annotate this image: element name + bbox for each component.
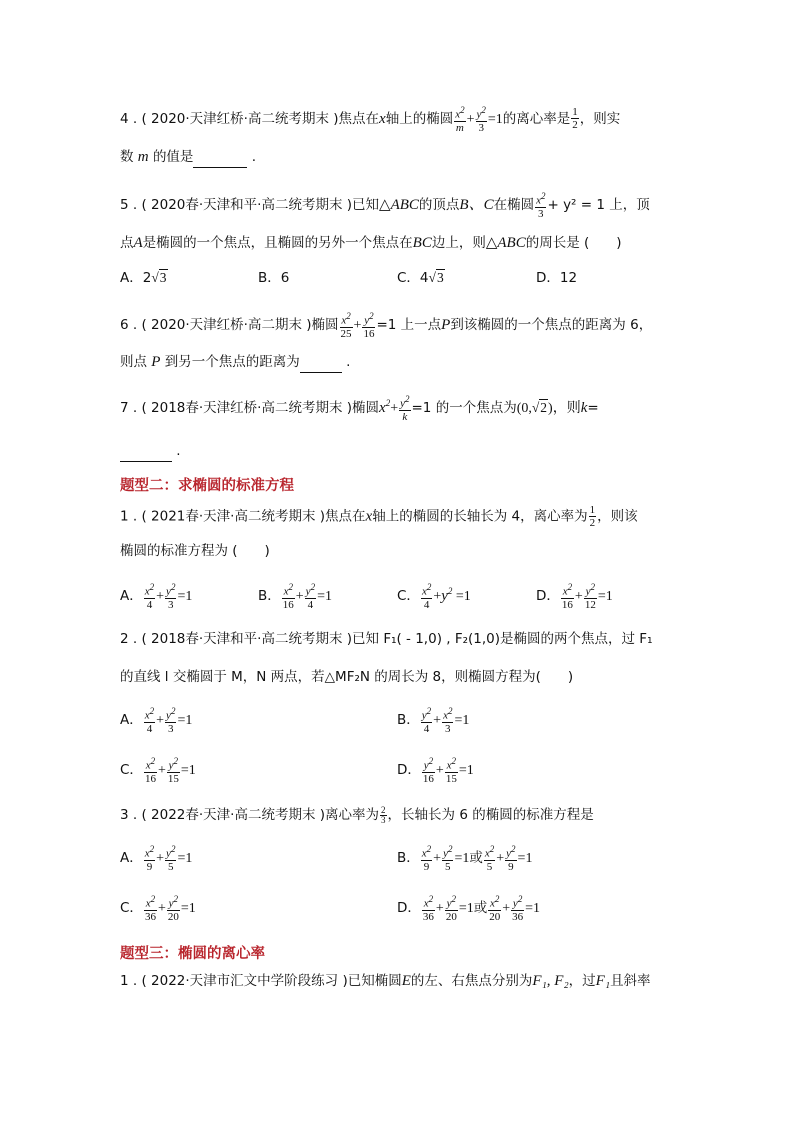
fraction-1-2: $\frac{1}{2}$	[572, 106, 578, 132]
s2q1-option-c[interactable]: C． $\frac{x^2}{4}$ $+y^2 =1$	[397, 582, 471, 611]
fraction-x2-25: $\frac{x^2}{25}$	[340, 311, 352, 340]
answer-blank[interactable]	[193, 147, 247, 168]
s3q1-line1: 1 . ( 2022·天津市汇文中学阶段练习 )已知椭圆E的左、右焦点分别为F₁, F₂，过F₁且斜率	[120, 973, 651, 989]
q4-source: ( 2020·天津红桥·高二统考期末 )	[141, 110, 339, 127]
answer-blank[interactable]	[120, 441, 172, 462]
section-heading: 题型三：椭圆的离心率	[120, 946, 265, 962]
s2q1-option-d[interactable]: D． $\frac{x^2}{16}$ + $\frac{y^2}{12}$ =1	[536, 582, 613, 611]
s2q3-line1: 3 . ( 2022春·天津·高二统考期末 )离心率为 $\frac{2}{3}$ ，长轴长为 6 的椭圆的标准方程是	[120, 804, 594, 825]
s2q1-option-a[interactable]: A． $\frac{x^2}{4}$ + $\frac{y^2}{3}$ =1	[120, 582, 193, 611]
s2q1-line1: 1 . ( 2021春·天津·高二统考期末 )焦点在x轴上的椭圆的长轴长为 4，离心率为 $\frac{1}{2}$ ，则该	[120, 504, 638, 529]
fraction-y2-16: $\frac{y^2}{16}$	[363, 311, 375, 340]
fraction-1-2: $\frac{1}{2}$	[589, 504, 596, 529]
answer-blank[interactable]	[300, 352, 342, 373]
q5-option-c[interactable]: C．4√3	[397, 270, 444, 286]
q5-option-a[interactable]: A．2√3	[120, 270, 167, 286]
s2q3-option-a[interactable]: A． $\frac{x^2}{9}$ + $\frac{y^2}{5}$ =1	[120, 844, 193, 873]
s2q2-option-c[interactable]: C． $\frac{x^2}{16}$ + $\frac{y^2}{15}$ =1	[120, 756, 196, 785]
s2q2-line2: 的直线 l 交椭圆于 M，N 两点，若△MF₂N 的周长为 8，则椭圆方程为( )	[120, 669, 574, 685]
q6-line2: 则点 P 到另一个焦点的距离为 .	[120, 352, 350, 373]
q4-line1: 4 . ( 2020·天津红桥·高二统考期末 )焦点在x轴上的椭圆 $\frac{x^2}{m}$ + $\frac{y^2}{3}$ =1的离心率是 $\frac{1}{2}$ ，则实	[120, 105, 621, 134]
section-heading: 题型二：求椭圆的标准方程	[120, 478, 294, 494]
q5-line2: 点A是椭圆的一个焦点，且椭圆的另外一个焦点在BC边上，则△ABC的周长是 ( )	[120, 235, 622, 251]
fraction-y2-k: $\frac{y^2}{k}$	[400, 394, 410, 423]
q5-option-b[interactable]: B．6	[258, 270, 290, 286]
s2q3-option-d[interactable]: D． $\frac{x^2}{36}$ + $\frac{y^2}{20}$ =1或 $\frac{x^2}{20}$ + $\frac{y^2}{36}$ =1	[397, 894, 541, 923]
q5-option-d[interactable]: D．12	[536, 270, 578, 286]
s2q1-option-b[interactable]: B． $\frac{x^2}{16}$ + $\frac{y^2}{4}$ =1	[258, 582, 332, 611]
s2q2-option-d[interactable]: D． $\frac{y^2}{16}$ + $\frac{x^2}{15}$ =1	[397, 756, 474, 785]
s2q2-option-a[interactable]: A． $\frac{x^2}{4}$ + $\frac{y^2}{3}$ =1	[120, 706, 193, 735]
s2q3-option-c[interactable]: C． $\frac{x^2}{36}$ + $\frac{y^2}{20}$ =1	[120, 894, 196, 923]
q7-line2: .	[120, 441, 181, 462]
fraction-x2-3: $\frac{x^2}{3}$	[536, 191, 546, 220]
q5-line1: 5 . ( 2020春·天津和平·高二统考期末 )已知△ABC的顶点B、C在椭圆 $\frac{x^2}{3}$ + y² = 1 上，顶	[120, 191, 650, 220]
s2q3-option-b[interactable]: B． $\frac{x^2}{9}$ + $\frac{y^2}{5}$ =1或 $\frac{x^2}{5}$ + $\frac{y^2}{9}$ =1	[397, 844, 533, 873]
s2q2-line1: 2 . ( 2018春·天津和平·高二统考期末 )已知 F₁( - 1,0) , F₂(1,0)是椭圆的两个焦点，过 F₁	[120, 631, 653, 647]
q4-line2: 数 m 的值是 .	[120, 147, 256, 168]
q6-line1: 6 . ( 2020·天津红桥·高二期末 )椭圆 $\frac{x^2}{25}$ + $\frac{y^2}{16}$ =1 上一点P到该椭圆的一个焦点的距离为 6，	[120, 311, 653, 340]
s2q1-line2: 椭圆的标准方程为 ( )	[120, 543, 270, 559]
s2q2-option-b[interactable]: B． $\frac{y^2}{4}$ + $\frac{x^2}{3}$ =1	[397, 706, 470, 735]
fraction-y2-3: $\frac{y^2}{3}$	[476, 105, 486, 134]
fraction-x2-m: $\frac{x^2}{m}$	[455, 105, 465, 134]
q7-line1: 7 . ( 2018春·天津红桥·高二统考期末 )椭圆$x^2+$ $\frac{y^2}{k}$ =1 的一个焦点为(0,√2)，则k=	[120, 394, 599, 423]
q4-number: 4 .	[120, 110, 138, 127]
